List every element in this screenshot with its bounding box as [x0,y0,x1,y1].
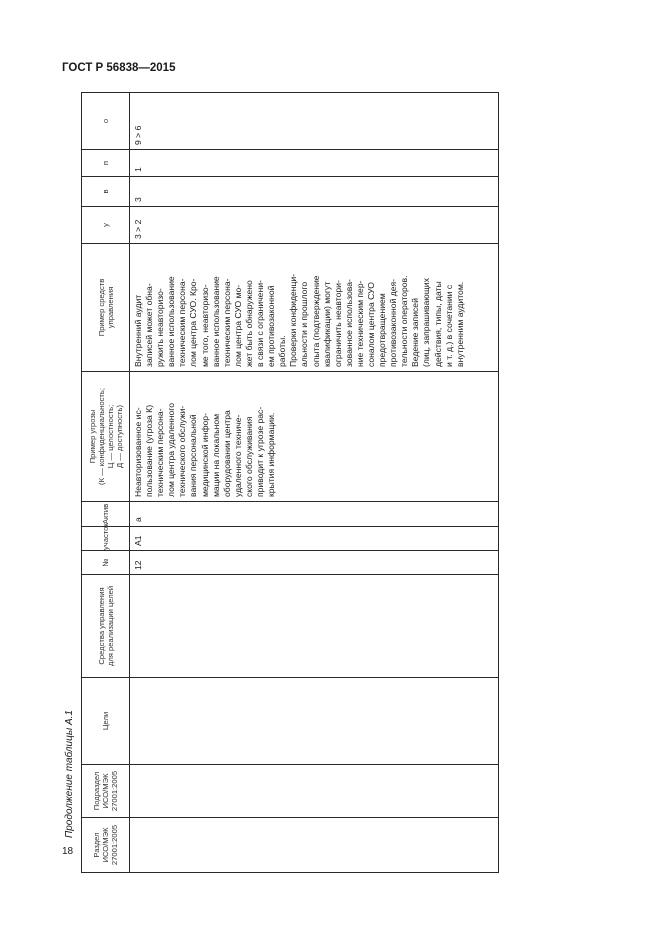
header-controls: Средства управления для реализации целей [82,575,130,678]
cell-control-example [130,244,499,372]
cell-o: 9 > 6 [130,93,499,150]
cell-controls [130,575,499,678]
header-o: о [82,93,130,150]
cell-subsection [130,765,499,818]
header-p: п [82,150,130,177]
cell-p: 1 [130,150,499,177]
header-v: в [82,177,130,207]
cell-asset: а [130,502,499,527]
cell-goals [130,678,499,765]
document-header: ГОСТ Р 56838—2015 [62,62,176,74]
header-goals: Цели [82,678,130,765]
page-number: 18 [62,846,74,857]
header-subsection: Подраздел ИСО/МЭК 27001:2005 [82,765,130,818]
header-control-example: Пример средств управления [82,244,130,372]
header-u: у [82,207,130,244]
control-example-paragraph-1: Внутренний аудит записей может обна- ружить неавторизо- ванное использование техническим персона- лом центра СУО. Кро- ме того, неавторизо- ванное использование техническим персона- лом центра СУО мо- жет быть обнаружено в связи с ограничени- ем противозаконной работы. [133,276,288,367]
header-asset: Актив [82,502,130,527]
header-threat: Пример угрозы (К — конфиденциальность; Ц — целостность; Д — доступность) [82,372,130,502]
cell-num: 12 [130,551,499,575]
header-section: Раздел ИСО/МЭК 27001:2005 [82,818,130,873]
table-row [130,93,499,873]
cell-u: 3 > 2 [130,207,499,244]
table-caption: Продолжение таблицы А.1 [64,710,75,838]
control-example-paragraph-2: Проверки конфиденци- альности и прошлого опыта (подтверждение квалификации) могут ограничить неавтори- зованное использова- ние техническим пер- соналом центра СУО предотвращением противозаконной дея- тельности операторов. Ведение записей (лиц, запрашивающих действия, типы, даты и т. д.) в сочетании с внутренним аудитом. [288,273,465,367]
header-area: участок [82,527,130,551]
header-num: № [82,551,130,575]
cell-section [130,818,499,873]
table-container [81,93,495,873]
cell-threat: Неавторизованное ис- пользование (угроза К) техническим персона- лом центра удаленного технического обслужи- вания персональной медицинской инфор- мации на локальном оборудовании центра удаленного техниче- ского обслуживания приводит к угрозе рас- крытия информации. [130,372,499,502]
table-header-row [82,93,130,873]
threat-table [81,92,499,873]
cell-area: А1 [130,527,499,551]
cell-v: 3 [130,177,499,207]
